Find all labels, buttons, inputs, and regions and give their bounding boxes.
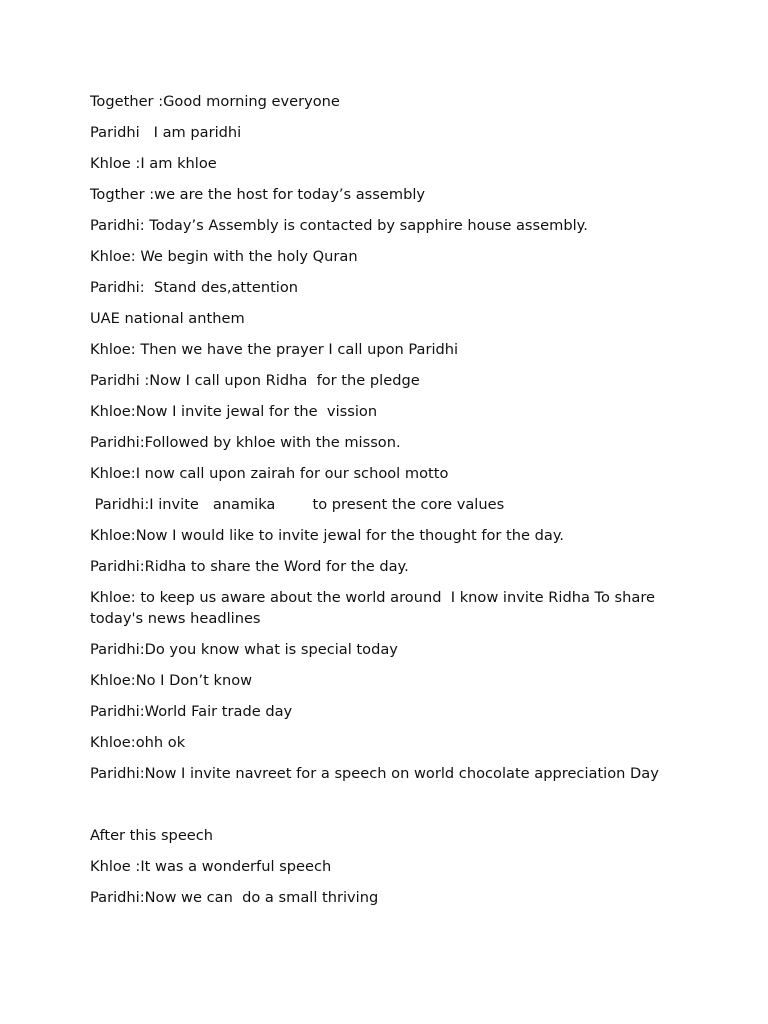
- script-line: Khloe:Now I invite jewal for the vission: [90, 403, 378, 420]
- script-line: Khloe :I am khloe: [90, 155, 217, 172]
- blank-line: [90, 794, 690, 815]
- script-line: Paridhi:Do you know what is special today: [90, 641, 398, 658]
- script-line: Khloe:I now call upon zairah for our school motto: [90, 465, 449, 482]
- script-line: Paridhi:World Fair trade day: [90, 703, 293, 720]
- script-line: Khloe: Then we have the prayer I call upon Paridhi: [90, 341, 459, 358]
- script-line: Khloe:ohh ok: [90, 734, 186, 751]
- script-line: Paridhi: Stand des,attention: [90, 279, 299, 296]
- script-line: Khloe: We begin with the holy Quran: [90, 248, 358, 265]
- script-line: Khloe:Now I would like to invite jewal for the thought for the day.: [90, 527, 565, 544]
- script-line: Khloe:No I Don’t know: [90, 672, 253, 689]
- script-line: Paridhi:Ridha to share the Word for the day.: [90, 558, 409, 575]
- script-line: Paridhi I am paridhi: [90, 124, 242, 141]
- script-line: Khloe: to keep us aware about the world around I know invite Ridha To share today's news headlines: [90, 589, 660, 627]
- assembly-script: [90, 91, 690, 918]
- script-line: Khloe :It was a wonderful speech: [90, 858, 332, 875]
- script-line: Paridhi :Now I call upon Ridha for the pledge: [90, 372, 420, 389]
- script-line: Paridhi:Followed by khloe with the misson.: [90, 434, 401, 451]
- script-line: Paridhi:I invite anamika to present the core values: [90, 496, 505, 513]
- script-line: Together :Good morning everyone: [90, 93, 340, 110]
- script-line: After this speech: [90, 827, 214, 844]
- script-line: Togther :we are the host for today’s assembly: [90, 186, 426, 203]
- script-line: Paridhi:Now I invite navreet for a speech on world chocolate appreciation Day: [90, 765, 659, 782]
- script-line: Paridhi: Today’s Assembly is contacted by sapphire house assembly.: [90, 217, 588, 234]
- script-line: UAE national anthem: [90, 310, 245, 327]
- script-line: Paridhi:Now we can do a small thriving: [90, 889, 379, 906]
